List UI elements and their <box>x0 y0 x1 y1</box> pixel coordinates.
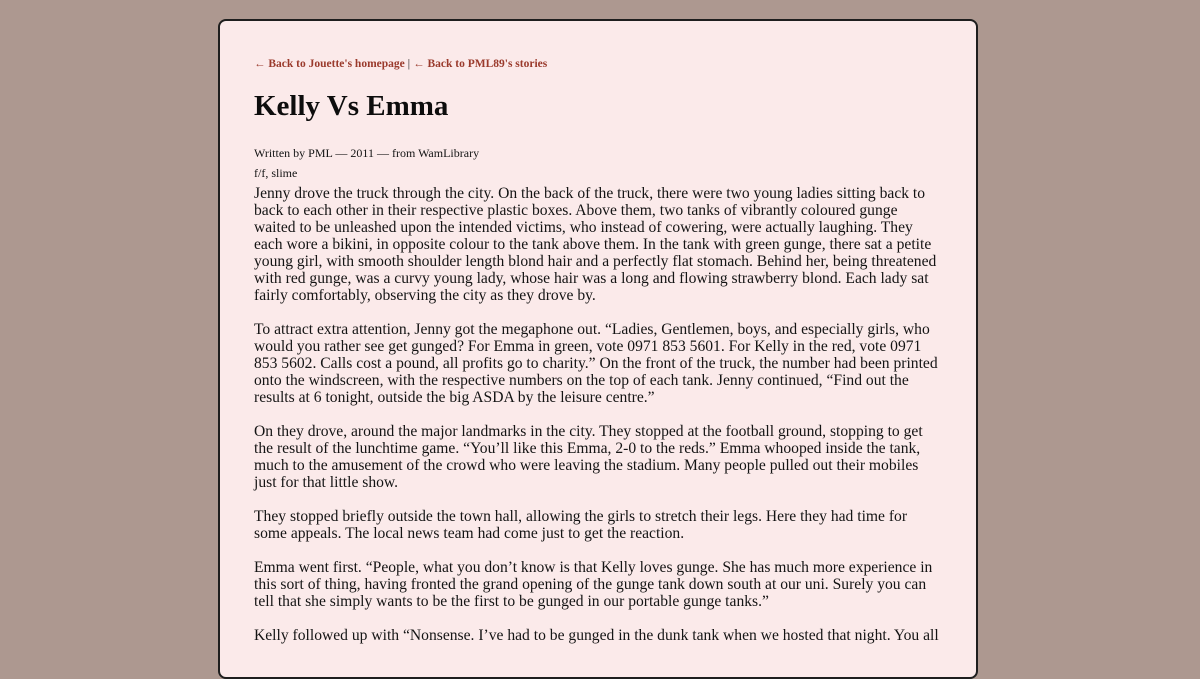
story-paragraph: Jenny drove the truck through the city. On the back of the truck, there were two young ladies sitting back to back to each other in their respective plastic boxes. Above them, two tanks of vibrantly coloured gunge waited to be unleashed upon the intended victims, who instead of cowering, were actually laughing. They each wore a bikini, in opposite colour to the tank above them. In the tank with green gunge, there sat a petite young girl, with smooth shoulder length blond hair and a perfectly flat stomach. Behind her, being threatened with red gunge, was a curvy young lady, whose hair was a long and flowing strawberry blond. Each lady sat fairly comfortably, observing the city as they drove by. <box>254 185 937 304</box>
story-paragraph: Emma went first. “People, what you don’t know is that Kelly loves gunge. She has much more experience in this sort of thing, having fronted the grand opening of the gunge tank down south at our uni. Surely you can tell that she simply wants to be the first to be gunged in our portable gunge tanks.” <box>254 559 933 610</box>
breadcrumb <box>254 55 942 73</box>
story-paragraph: Kelly followed up with “Nonsense. I’ve had to be gunged in the dunk tank when we hosted that night. You all <box>254 627 939 644</box>
story-tags: f/f, slime <box>254 166 298 180</box>
story-title: Kelly Vs Emma <box>254 90 449 122</box>
story-body <box>254 185 942 644</box>
story-paragraph: They stopped briefly outside the town hall, allowing the girls to stretch their legs. Here they had time for some appeals. The local news team had come just to get the reaction. <box>254 508 908 542</box>
back-to-homepage-link[interactable]: ← Back to Jouette's homepage <box>254 58 405 70</box>
story-paragraph: On they drove, around the major landmarks in the city. They stopped at the football ground, stopping to get the result of the lunchtime game. “You’ll like this Emma, 2-0 to the reds.” Emma whooped inside the tank, much to the amusement of the crowd who were leaving the stadium. Many people pulled out their mobiles just for that little show. <box>254 423 923 491</box>
story-meta: Written by PML — 2011 — from WamLibrary <box>254 146 480 160</box>
back-to-stories-link[interactable]: ← Back to PML89's stories <box>413 58 548 70</box>
story-paragraph: To attract extra attention, Jenny got the megaphone out. “Ladies, Gentlemen, boys, and especially girls, who would you rather see get gunged? For Emma in green, vote 0971 853 5601. For Kelly in the red, vote 0971 853 5602. Calls cost a pound, all profits go to charity.” On the front of the truck, the number had been printed onto the windscreen, with the respective numbers on the top of each tank. Jenny continued, “Find out the results at 6 tonight, outside the big ASDA by the leisure centre.” <box>254 321 938 406</box>
nav-separator: | <box>407 58 411 70</box>
story-card <box>218 19 978 679</box>
